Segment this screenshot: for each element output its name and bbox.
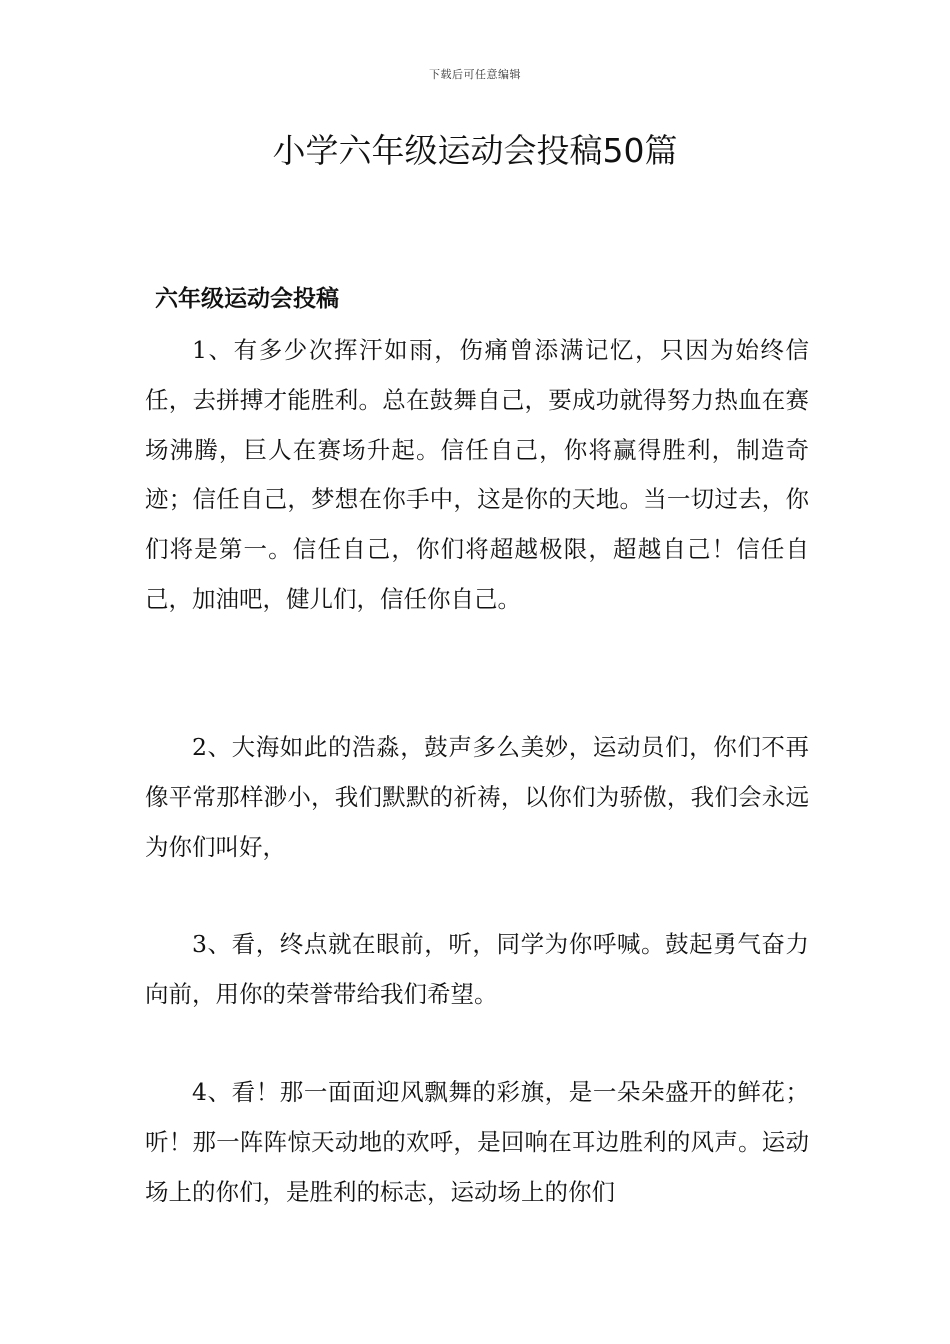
section-heading: 六年级运动会投稿 <box>155 285 339 312</box>
header-note: 下载后可任意编辑 <box>429 68 521 81</box>
paragraph-block-2 <box>145 723 809 872</box>
paragraph-3: 3、看，终点就在眼前，听，同学为你呼喊。鼓起勇气奋力向前，用你的荣誉带给我们希望。 <box>145 930 809 1008</box>
paragraph-2: 2、大海如此的浩淼，鼓声多么美妙，运动员们，你们不再像平常那样渺小，我们默默的祈祷，以你们为骄傲，我们会永远为你们叫好， <box>145 733 809 861</box>
paragraph-block-1 <box>145 326 809 625</box>
document-title: 小学六年级运动会投稿50篇 <box>272 131 678 170</box>
paragraph-block-3 <box>145 920 809 1020</box>
paragraph-4: 4、看！那一面面迎风飘舞的彩旗，是一朵朵盛开的鲜花；听！那一阵阵惊天动地的欢呼，是回响在耳边胜利的风声。运动场上的你们，是胜利的标志，运动场上的你们 <box>145 1078 809 1206</box>
paragraph-block-4 <box>145 1068 809 1217</box>
paragraph-1: 1、有多少次挥汗如雨，伤痛曾添满记忆，只因为始终信任，去拼搏才能胜利。总在鼓舞自己，要成功就得努力热血在赛场沸腾，巨人在赛场升起。信任自己，你将赢得胜利，制造奇迹；信任自己，梦想在你手中，这是你的天地。当一切过去，你们将是第一。信任自己，你们将超越极限，超越自己！信任自己，加油吧，健儿们，信任你自己。 <box>145 336 809 613</box>
